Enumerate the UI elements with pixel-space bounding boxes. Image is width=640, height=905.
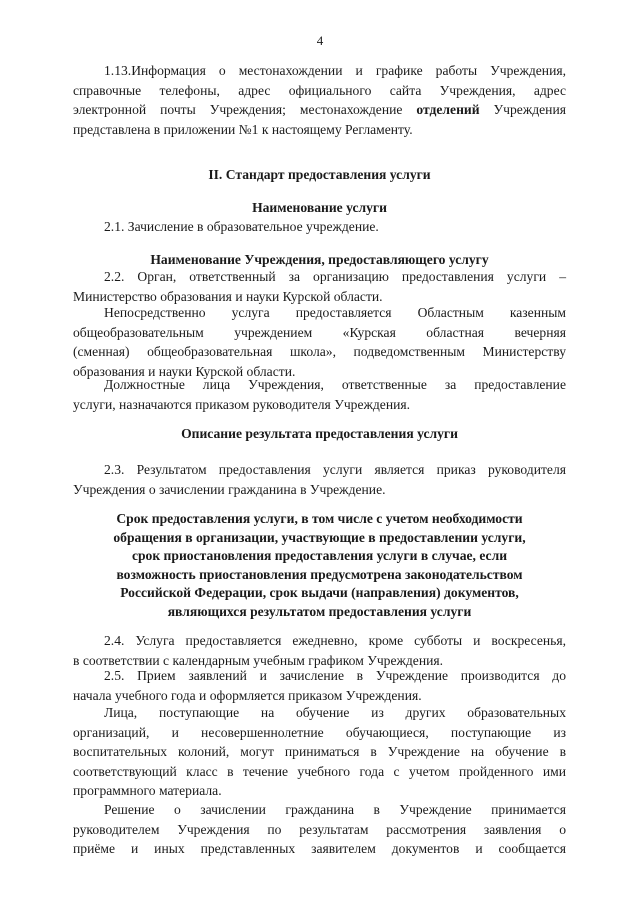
text-line: начала учебного года и оформляется приказом Учреждения.	[73, 687, 422, 703]
text-line: 1.13.Информация о местонахождении и графике работы Учреждения,	[104, 63, 566, 78]
text-line: 2.2. Орган, ответственный за организацию предоставления услуги –	[104, 269, 566, 284]
text-line: соответствующий класс в течение учебного года с учетом пройденного ими	[73, 763, 566, 779]
paragraph-2-5	[73, 666, 566, 705]
section-title: II. Стандарт предоставления услуги	[208, 167, 431, 182]
text-line	[73, 100, 566, 120]
heading-service-name: Наименование услуги	[252, 200, 387, 215]
text-run: электронной почты Учреждения; местонахождение	[73, 102, 417, 118]
paragraph-2-4	[73, 631, 566, 670]
paragraph-transfer-students	[73, 703, 566, 801]
text-line: Министерство образования и науки Курской области.	[73, 288, 383, 304]
text-line: воспитательных колоний, могут приниматься в Учреждение на обучение в	[73, 744, 566, 760]
heading-line: возможность приостановления предусмотрена законодательством	[116, 566, 523, 582]
text-line: программного материала.	[73, 783, 222, 799]
text-line: справочные телефоны, адрес официального сайта Учреждения, адрес	[73, 82, 566, 98]
bold-word: отделений	[416, 102, 480, 118]
text-line: образования и науки Курской области.	[73, 363, 296, 379]
paragraph-officials	[73, 375, 566, 414]
heading-result-description: Описание результата предоставления услуги	[181, 426, 458, 441]
text-line: руководителем Учреждения по результатам рассмотрения заявления о	[73, 821, 566, 837]
paragraph-1-13	[73, 61, 566, 139]
text-line: Решение о зачислении гражданина в Учреждение принимается	[104, 802, 566, 817]
text-line: 2.1. Зачисление в образовательное учреждение.	[104, 219, 379, 234]
text-line: 2.4. Услуга предоставляется ежедневно, кроме субботы и воскресенья,	[104, 633, 566, 648]
text-line: организаций, и несовершеннолетние обучающиеся, поступающие из	[73, 724, 566, 740]
text-line: представлена в приложении №1 к настоящему Регламенту.	[73, 121, 413, 137]
paragraph-direct-provision	[73, 303, 566, 381]
paragraph-enrollment-decision	[73, 800, 566, 859]
heading-line: являющихся результатом предоставления услуги	[167, 603, 472, 619]
heading-line: Российской Федерации, срок выдачи (направления) документов,	[120, 585, 519, 601]
paragraph-2-1	[73, 217, 566, 237]
heading-line: срок приостановления предоставления услуги в случае, если	[131, 548, 508, 564]
text-line: 2.3. Результатом предоставления услуги является приказ руководителя	[104, 462, 566, 477]
heading-line: обращения в организации, участвующие в предоставлении услуги,	[113, 529, 526, 545]
text-line: 2.5. Прием заявлений и зачисление в Учреждение производится до	[104, 668, 566, 683]
paragraph-2-3	[73, 460, 566, 499]
text-line: Лица, поступающие на обучение из других образовательных	[104, 705, 566, 720]
text-line: приёме и иных представленных заявителем документов и сообщается	[73, 841, 566, 857]
heading-service-term	[73, 510, 566, 622]
heading-line: Срок предоставления услуги, в том числе с учетом необходимости	[116, 511, 523, 526]
text-line: общеобразовательным учреждением «Курская областная вечерняя	[73, 324, 566, 340]
text-line: Учреждения о зачислении гражданина в Учреждение.	[73, 481, 386, 497]
text-line: (сменная) общеобразовательная школа», подведомственным Министерству	[73, 344, 566, 360]
text-line: услуги, назначаются приказом руководителя Учреждения.	[73, 396, 411, 412]
paragraph-2-2	[73, 267, 566, 306]
text-run: Учреждения	[479, 102, 566, 118]
text-line: Непосредственно услуга предоставляется Областным казенным	[104, 305, 566, 320]
page-number: 4	[316, 33, 324, 48]
heading-institution-name: Наименование Учреждения, предоставляющего услугу	[150, 252, 489, 267]
text-line: в соответствии с календарным учебным графиком Учреждения.	[73, 652, 444, 668]
text-line: Должностные лица Учреждения, ответственные за предоставление	[104, 377, 566, 392]
